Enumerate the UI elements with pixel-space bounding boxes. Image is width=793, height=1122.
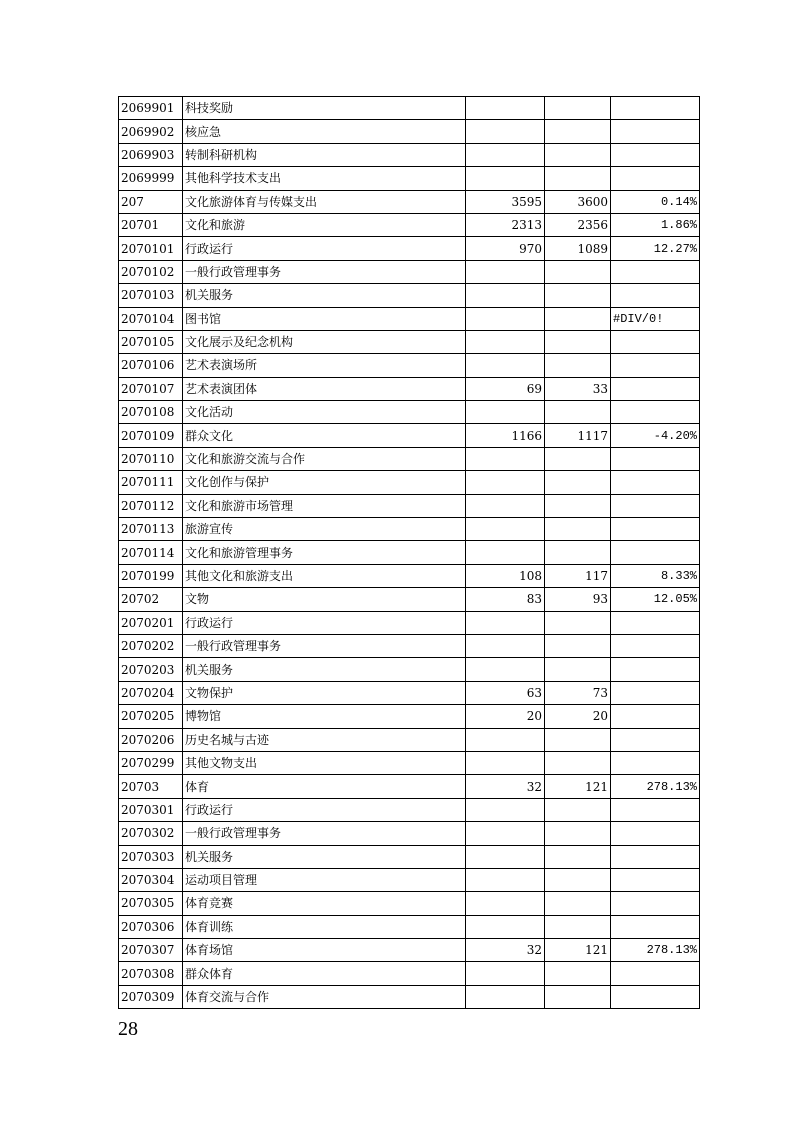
cell-value-1 xyxy=(466,330,545,353)
table-row xyxy=(119,915,700,938)
cell-value-1 xyxy=(466,962,545,985)
cell-change-percent: 8.33% xyxy=(611,564,700,587)
cell-value-1 xyxy=(466,401,545,424)
cell-code: 2070203 xyxy=(119,658,183,681)
cell-change-percent xyxy=(611,705,700,728)
cell-value-1 xyxy=(466,915,545,938)
cell-change-percent: 278.13% xyxy=(611,939,700,962)
cell-change-percent xyxy=(611,892,700,915)
table-row xyxy=(119,728,700,751)
cell-code: 20702 xyxy=(119,588,183,611)
cell-value-1 xyxy=(466,143,545,166)
cell-change-percent xyxy=(611,447,700,470)
table-row xyxy=(119,97,700,120)
cell-name: 博物馆 xyxy=(183,705,466,728)
cell-change-percent: 0.14% xyxy=(611,190,700,213)
cell-code: 2070304 xyxy=(119,868,183,891)
cell-change-percent xyxy=(611,681,700,704)
cell-change-percent xyxy=(611,143,700,166)
cell-value-1 xyxy=(466,728,545,751)
cell-value-1 xyxy=(466,260,545,283)
cell-value-1 xyxy=(466,447,545,470)
cell-code: 2070305 xyxy=(119,892,183,915)
cell-code: 2070113 xyxy=(119,518,183,541)
cell-change-percent xyxy=(611,868,700,891)
cell-name: 文化和旅游管理事务 xyxy=(183,541,466,564)
table-row xyxy=(119,190,700,213)
cell-name: 行政运行 xyxy=(183,237,466,260)
cell-code: 20701 xyxy=(119,213,183,236)
cell-value-1 xyxy=(466,354,545,377)
table-row xyxy=(119,167,700,190)
cell-value-2 xyxy=(545,962,611,985)
cell-value-2: 93 xyxy=(545,588,611,611)
cell-name: 机关服务 xyxy=(183,845,466,868)
cell-change-percent: 12.27% xyxy=(611,237,700,260)
cell-value-1 xyxy=(466,518,545,541)
cell-value-2 xyxy=(545,494,611,517)
table-row xyxy=(119,494,700,517)
cell-name: 文化活动 xyxy=(183,401,466,424)
cell-value-2: 117 xyxy=(545,564,611,587)
cell-code: 2070109 xyxy=(119,424,183,447)
cell-value-1: 32 xyxy=(466,775,545,798)
cell-change-percent xyxy=(611,260,700,283)
table-row xyxy=(119,939,700,962)
cell-value-2: 1117 xyxy=(545,424,611,447)
cell-value-2 xyxy=(545,798,611,821)
cell-code: 2070307 xyxy=(119,939,183,962)
cell-change-percent xyxy=(611,471,700,494)
cell-change-percent xyxy=(611,401,700,424)
cell-value-1 xyxy=(466,494,545,517)
cell-name: 文化和旅游 xyxy=(183,213,466,236)
cell-change-percent xyxy=(611,494,700,517)
cell-change-percent xyxy=(611,798,700,821)
cell-value-1: 69 xyxy=(466,377,545,400)
cell-value-2 xyxy=(545,658,611,681)
table-row xyxy=(119,962,700,985)
cell-change-percent xyxy=(611,541,700,564)
cell-code: 2070299 xyxy=(119,751,183,774)
cell-value-1 xyxy=(466,97,545,120)
cell-value-1 xyxy=(466,307,545,330)
cell-code: 2070112 xyxy=(119,494,183,517)
cell-value-2 xyxy=(545,97,611,120)
cell-value-1 xyxy=(466,541,545,564)
table-row xyxy=(119,658,700,681)
cell-value-2 xyxy=(545,518,611,541)
cell-value-2 xyxy=(545,868,611,891)
cell-name: 其他文物支出 xyxy=(183,751,466,774)
cell-code: 2070306 xyxy=(119,915,183,938)
cell-code: 2069902 xyxy=(119,120,183,143)
table-row xyxy=(119,330,700,353)
table-row xyxy=(119,377,700,400)
cell-value-1 xyxy=(466,868,545,891)
cell-code: 20703 xyxy=(119,775,183,798)
cell-change-percent xyxy=(611,634,700,657)
cell-change-percent xyxy=(611,985,700,1008)
cell-value-2 xyxy=(545,401,611,424)
page-number: 28 xyxy=(118,1018,138,1040)
cell-value-1 xyxy=(466,892,545,915)
cell-value-1: 970 xyxy=(466,237,545,260)
cell-value-2: 3600 xyxy=(545,190,611,213)
cell-change-percent xyxy=(611,822,700,845)
cell-code: 2070308 xyxy=(119,962,183,985)
cell-change-percent xyxy=(611,354,700,377)
cell-code: 2070199 xyxy=(119,564,183,587)
cell-value-2 xyxy=(545,728,611,751)
cell-code: 2070114 xyxy=(119,541,183,564)
cell-code: 2070202 xyxy=(119,634,183,657)
cell-change-percent xyxy=(611,915,700,938)
cell-code: 2070103 xyxy=(119,284,183,307)
table-row xyxy=(119,471,700,494)
cell-value-2 xyxy=(545,143,611,166)
table-row xyxy=(119,775,700,798)
cell-name: 文化旅游体育与传媒支出 xyxy=(183,190,466,213)
cell-name: 文化和旅游市场管理 xyxy=(183,494,466,517)
table-row xyxy=(119,120,700,143)
cell-change-percent xyxy=(611,728,700,751)
cell-name: 群众文化 xyxy=(183,424,466,447)
cell-code: 2070201 xyxy=(119,611,183,634)
cell-value-2 xyxy=(545,260,611,283)
table-row xyxy=(119,634,700,657)
cell-code: 2070108 xyxy=(119,401,183,424)
cell-change-percent: 278.13% xyxy=(611,775,700,798)
cell-change-percent: 12.05% xyxy=(611,588,700,611)
cell-value-2 xyxy=(545,751,611,774)
cell-value-1: 2313 xyxy=(466,213,545,236)
cell-value-2 xyxy=(545,284,611,307)
cell-value-2 xyxy=(545,634,611,657)
cell-code: 2070301 xyxy=(119,798,183,821)
cell-change-percent xyxy=(611,751,700,774)
cell-value-1 xyxy=(466,985,545,1008)
table-row xyxy=(119,564,700,587)
table-row xyxy=(119,985,700,1008)
cell-value-2 xyxy=(545,915,611,938)
cell-name: 转制科研机构 xyxy=(183,143,466,166)
cell-value-1: 20 xyxy=(466,705,545,728)
table-row xyxy=(119,845,700,868)
cell-name: 运动项目管理 xyxy=(183,868,466,891)
cell-code: 2070106 xyxy=(119,354,183,377)
cell-value-1 xyxy=(466,798,545,821)
cell-value-1: 32 xyxy=(466,939,545,962)
table-row xyxy=(119,284,700,307)
cell-code: 2070107 xyxy=(119,377,183,400)
cell-name: 其他科学技术支出 xyxy=(183,167,466,190)
cell-change-percent xyxy=(611,962,700,985)
cell-name: 文化创作与保护 xyxy=(183,471,466,494)
cell-name: 图书馆 xyxy=(183,307,466,330)
cell-value-2: 121 xyxy=(545,775,611,798)
cell-change-percent: -4.20% xyxy=(611,424,700,447)
cell-value-2 xyxy=(545,120,611,143)
cell-value-1: 63 xyxy=(466,681,545,704)
cell-name: 文化展示及纪念机构 xyxy=(183,330,466,353)
cell-value-1: 3595 xyxy=(466,190,545,213)
cell-change-percent xyxy=(611,518,700,541)
table-row xyxy=(119,307,700,330)
cell-name: 体育竞赛 xyxy=(183,892,466,915)
cell-name: 其他文化和旅游支出 xyxy=(183,564,466,587)
cell-value-2: 121 xyxy=(545,939,611,962)
table-row xyxy=(119,237,700,260)
cell-code: 2069903 xyxy=(119,143,183,166)
table-row xyxy=(119,143,700,166)
table-row xyxy=(119,354,700,377)
cell-name: 一般行政管理事务 xyxy=(183,634,466,657)
cell-value-1 xyxy=(466,471,545,494)
cell-code: 2070111 xyxy=(119,471,183,494)
cell-name: 文物保护 xyxy=(183,681,466,704)
cell-name: 一般行政管理事务 xyxy=(183,822,466,845)
cell-change-percent xyxy=(611,377,700,400)
cell-value-2: 20 xyxy=(545,705,611,728)
cell-change-percent xyxy=(611,658,700,681)
cell-code: 2070309 xyxy=(119,985,183,1008)
cell-value-2 xyxy=(545,541,611,564)
cell-value-2: 73 xyxy=(545,681,611,704)
cell-name: 历史名城与古迹 xyxy=(183,728,466,751)
cell-value-1 xyxy=(466,658,545,681)
table-row xyxy=(119,868,700,891)
cell-value-2 xyxy=(545,985,611,1008)
cell-change-percent xyxy=(611,97,700,120)
cell-value-2 xyxy=(545,471,611,494)
cell-code: 2070102 xyxy=(119,260,183,283)
table-row xyxy=(119,213,700,236)
cell-value-2: 2356 xyxy=(545,213,611,236)
cell-code: 2069901 xyxy=(119,97,183,120)
table-row xyxy=(119,541,700,564)
cell-change-percent: #DIV/0! xyxy=(611,307,700,330)
cell-name: 体育训练 xyxy=(183,915,466,938)
cell-value-2 xyxy=(545,447,611,470)
cell-name: 艺术表演场所 xyxy=(183,354,466,377)
cell-value-1 xyxy=(466,634,545,657)
cell-change-percent: 1.86% xyxy=(611,213,700,236)
cell-code: 2070101 xyxy=(119,237,183,260)
table-row xyxy=(119,424,700,447)
cell-code: 2070303 xyxy=(119,845,183,868)
cell-value-2 xyxy=(545,167,611,190)
cell-code: 2070302 xyxy=(119,822,183,845)
cell-name: 文化和旅游交流与合作 xyxy=(183,447,466,470)
budget-table xyxy=(118,96,700,1009)
table-row xyxy=(119,588,700,611)
cell-value-1: 108 xyxy=(466,564,545,587)
cell-value-1: 83 xyxy=(466,588,545,611)
cell-name: 机关服务 xyxy=(183,658,466,681)
cell-value-2 xyxy=(545,307,611,330)
cell-code: 2070105 xyxy=(119,330,183,353)
cell-value-1 xyxy=(466,611,545,634)
cell-name: 群众体育 xyxy=(183,962,466,985)
cell-name: 体育 xyxy=(183,775,466,798)
cell-change-percent xyxy=(611,284,700,307)
cell-code: 2070206 xyxy=(119,728,183,751)
cell-name: 核应急 xyxy=(183,120,466,143)
cell-name: 行政运行 xyxy=(183,798,466,821)
cell-value-1 xyxy=(466,751,545,774)
cell-name: 艺术表演团体 xyxy=(183,377,466,400)
cell-value-1 xyxy=(466,822,545,845)
table-body xyxy=(119,97,700,1009)
cell-code: 2069999 xyxy=(119,167,183,190)
cell-code: 207 xyxy=(119,190,183,213)
table-row xyxy=(119,798,700,821)
cell-change-percent xyxy=(611,611,700,634)
cell-value-1 xyxy=(466,845,545,868)
table-row xyxy=(119,447,700,470)
cell-value-2 xyxy=(545,611,611,634)
cell-value-2 xyxy=(545,845,611,868)
cell-value-1 xyxy=(466,167,545,190)
cell-name: 体育交流与合作 xyxy=(183,985,466,1008)
cell-name: 机关服务 xyxy=(183,284,466,307)
cell-code: 2070204 xyxy=(119,681,183,704)
cell-code: 2070110 xyxy=(119,447,183,470)
table-row xyxy=(119,822,700,845)
table-row xyxy=(119,892,700,915)
cell-value-2 xyxy=(545,354,611,377)
cell-change-percent xyxy=(611,120,700,143)
cell-value-2 xyxy=(545,892,611,915)
cell-value-1 xyxy=(466,284,545,307)
table-row xyxy=(119,751,700,774)
table-row xyxy=(119,705,700,728)
table-row xyxy=(119,681,700,704)
cell-change-percent xyxy=(611,167,700,190)
cell-value-2: 33 xyxy=(545,377,611,400)
cell-name: 科技奖励 xyxy=(183,97,466,120)
cell-value-2: 1089 xyxy=(545,237,611,260)
cell-change-percent xyxy=(611,845,700,868)
cell-name: 行政运行 xyxy=(183,611,466,634)
cell-name: 文物 xyxy=(183,588,466,611)
cell-name: 一般行政管理事务 xyxy=(183,260,466,283)
cell-value-1: 1166 xyxy=(466,424,545,447)
table-row xyxy=(119,518,700,541)
cell-name: 体育场馆 xyxy=(183,939,466,962)
cell-value-1 xyxy=(466,120,545,143)
cell-name: 旅游宣传 xyxy=(183,518,466,541)
cell-change-percent xyxy=(611,330,700,353)
table-row xyxy=(119,611,700,634)
table-row xyxy=(119,401,700,424)
cell-value-2 xyxy=(545,330,611,353)
cell-value-2 xyxy=(545,822,611,845)
table-row xyxy=(119,260,700,283)
cell-code: 2070205 xyxy=(119,705,183,728)
cell-code: 2070104 xyxy=(119,307,183,330)
